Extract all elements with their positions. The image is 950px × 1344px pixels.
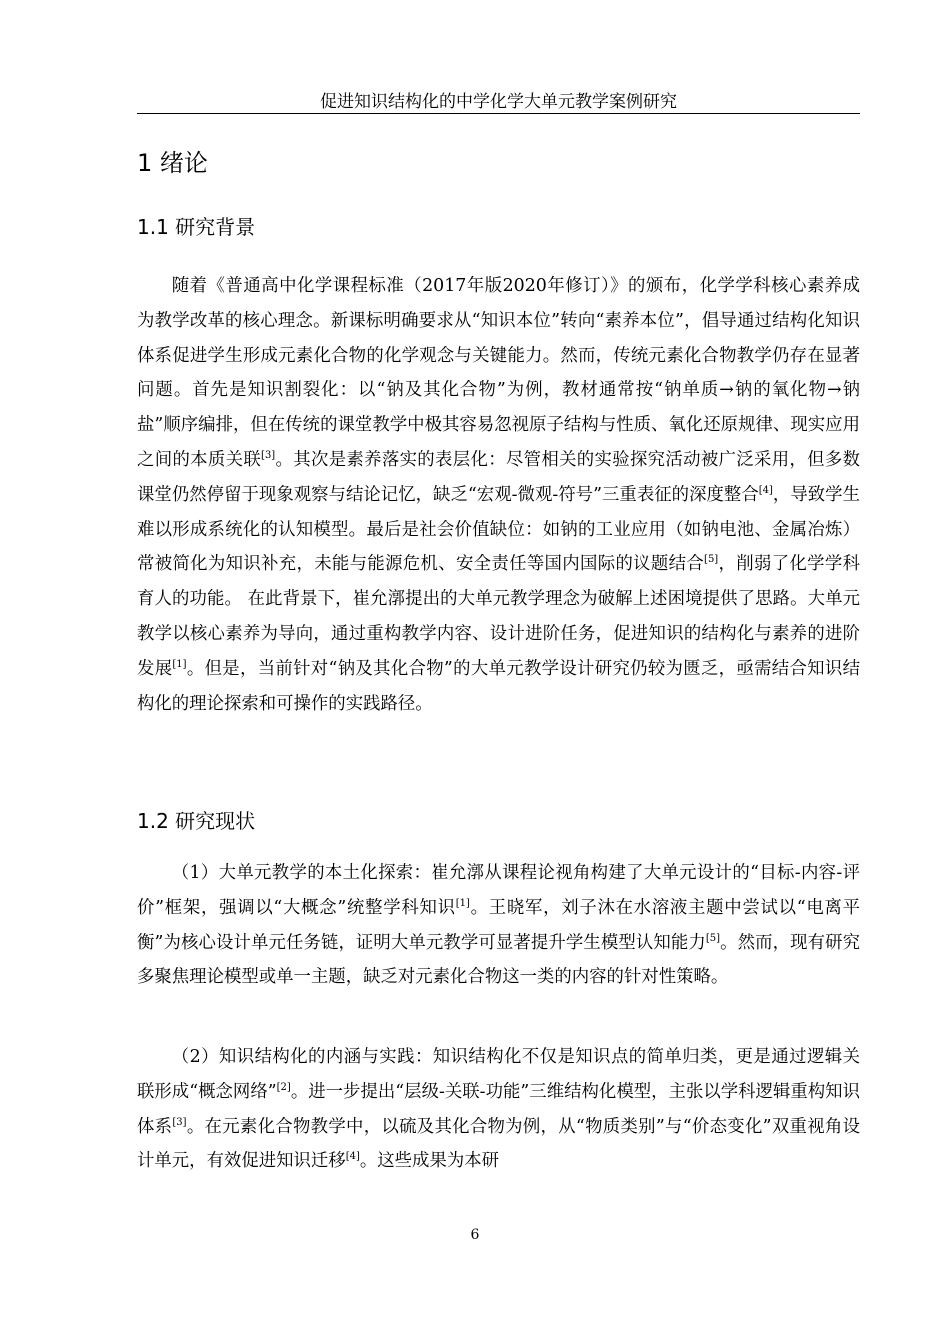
running-header: 促进知识结构化的中学化学大单元教学案例研究 <box>320 92 677 112</box>
page-number: 6 <box>470 1227 480 1243</box>
citation-ref[interactable]: [3] <box>261 450 276 462</box>
text-run: ，削弱了化学学科育人的功能。 在此背景下，崔允漷提出的大单元教学理念为破解上述困境提供了思路。大单元教学以核心素养为导向，通过重构教学内容、设计进阶任务，促进知识的结构化与素养的进阶发展 <box>137 554 860 679</box>
chapter-title: 1 绪论 <box>137 149 208 177</box>
text-run: 。然而，现有研究多聚焦理论模型或单一主题，缺乏对元素化合物这一类的内容的针对性策略。 <box>137 932 860 988</box>
text-run: （2）知识结构化的内涵与实践：知识结构化不仅是知识点的简单归类，更是通过逻辑关联形成“概念网络” <box>137 1047 860 1102</box>
header-rule <box>137 113 860 114</box>
citation-ref[interactable]: [1] <box>455 898 470 909</box>
citation-ref[interactable]: [1] <box>172 658 187 670</box>
citation-ref[interactable]: [2] <box>276 1082 291 1093</box>
citation-ref[interactable]: [3] <box>172 1116 187 1128</box>
text-run: 随着《普通高中化学课程标准（2017年版2020年修订）》的颁布，化学学科核心素养成为教学改革的核心理念。新课标明确要求从“知识本位”转向“素养本位”，倡导通过结构化知识体系促进学生形成元素化合物的化学观念与关键能力。然而，传统元素化合物教学仍存在显著问题。首先是知识割裂化：以“钠及其化合物”为例，教材通常按“钠单质→钠的氧化物→钠盐”顺序编排，但在传统的课堂教学中极其容易忽视原子结构与性质、氧化还原规律、现实应用之间的本质关联 <box>137 276 860 470</box>
text-run: 。王晓军，刘子沐在水溶液主题中尝试以“电离平衡”为核心设计单元任务链，证明大单元教学可显著提升学生模型认知能力 <box>137 897 860 953</box>
text-run: 。在元素化合物教学中，以硫及其化合物为例，从“物质类别”与“价态变化”双重视角设计单元，有效促进知识迁移 <box>137 1116 860 1172</box>
text-run: 。这些成果为本研 <box>359 1151 500 1172</box>
text-run: （1）大单元教学的本土化探索：崔允漷从课程论视角构建了大单元设计的“目标-内容-评价”框架，强调以“大概念”统整学科知识 <box>137 863 860 918</box>
text-run: 。进一步提出“层级-关联-功能”三维结构化模型，主张以学科逻辑重构知识体系 <box>137 1081 860 1137</box>
citation-ref[interactable]: [5] <box>705 932 721 944</box>
citation-ref[interactable]: [5] <box>704 554 719 566</box>
paragraph-status-1 <box>137 856 860 995</box>
section-title-status: 1.2 研究现状 <box>137 809 256 833</box>
section-title-background: 1.1 研究背景 <box>137 215 256 239</box>
paragraph-status-2 <box>137 1040 860 1179</box>
citation-ref[interactable]: [4] <box>758 484 773 496</box>
paragraph-background <box>137 269 860 721</box>
text-run: ，导致学生难以形成系统化的认知模型。最后是社会价值缺位：如钠的工业应用（如钠电池、金属冶炼）常被简化为知识补充，未能与能源危机、安全责任等国内国际的议题结合 <box>137 484 860 575</box>
citation-ref[interactable]: [4] <box>345 1151 360 1163</box>
text-run: 。其次是素养落实的表层化：尽管相关的实验探究活动被广泛采用，但多数课堂仍然停留于现象观察与结论记忆，缺乏“宏观-微观-符号”三重表征的深度整合 <box>137 449 860 505</box>
text-run: 。但是，当前针对“钠及其化合物”的大单元教学设计研究仍较为匮乏，亟需结合知识结构化的理论探索和可操作的实践路径。 <box>137 658 860 714</box>
